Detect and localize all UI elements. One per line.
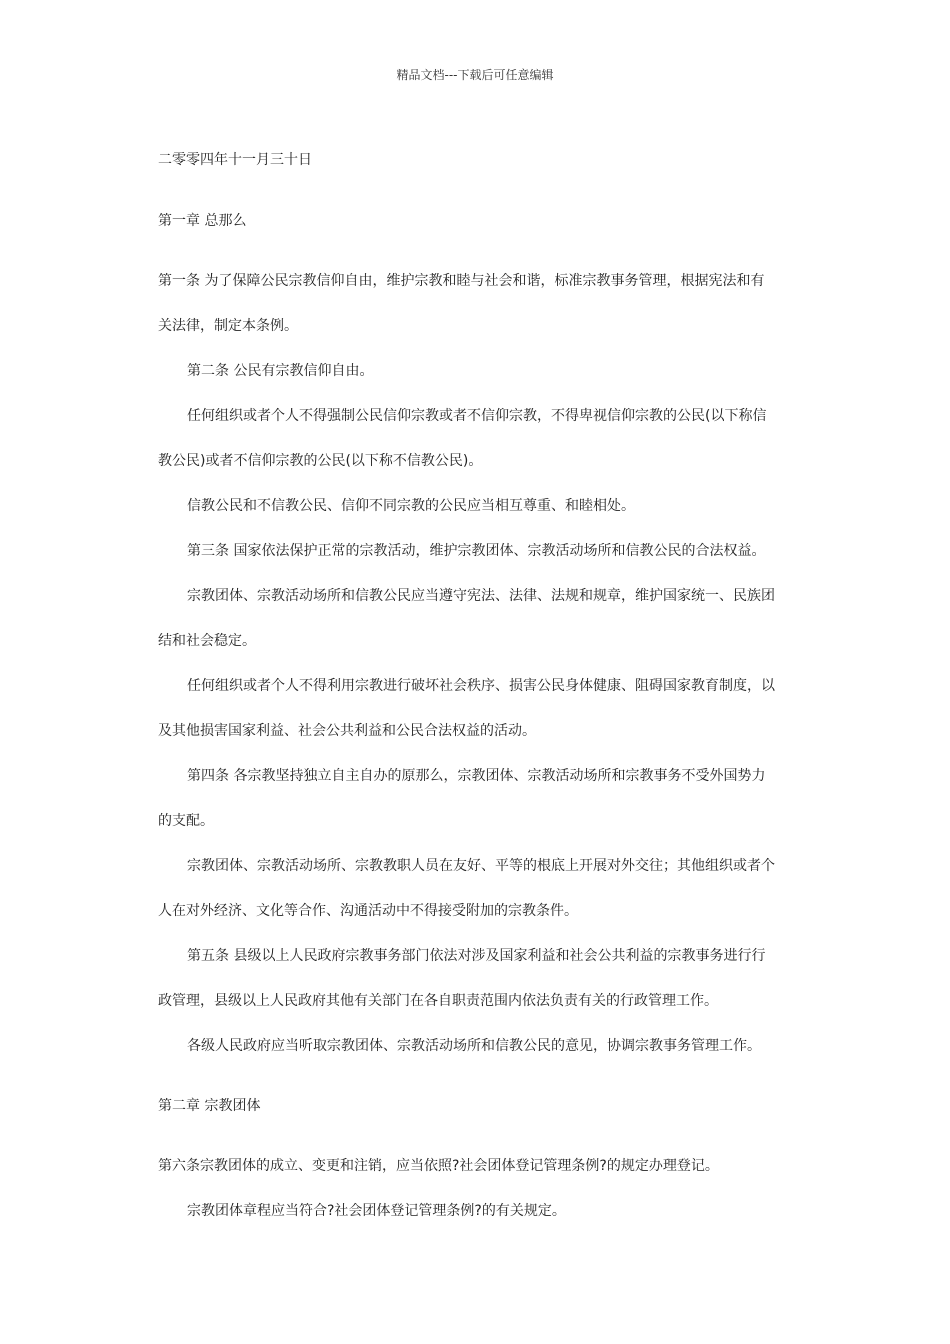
article-line: 第三条 国家依法保护正常的宗教活动，维护宗教团体、宗教活动场所和信教公民的合法权益。 bbox=[187, 543, 766, 559]
article-line: 任何组织或者个人不得强制公民信仰宗教或者不信仰宗教，不得卑视信仰宗教的公民(以下称信 bbox=[187, 408, 767, 424]
date-line: 二零零四年十一月三十日 bbox=[158, 152, 312, 168]
article-line: 宗教团体、宗教活动场所、宗教教职人员在友好、平等的根底上开展对外交往；其他组织或者个 bbox=[187, 858, 775, 874]
chapter-heading: 第一章 总那么 bbox=[158, 213, 247, 229]
article-line: 第一条 为了保障公民宗教信仰自由，维护宗教和睦与社会和谐，标准宗教事务管理，根据宪法和有 bbox=[158, 273, 765, 289]
article-line: 第六条宗教团体的成立、变更和注销，应当依照?社会团体登记管理条例?的规定办理登记。 bbox=[158, 1158, 719, 1174]
article-line: 的支配。 bbox=[158, 813, 214, 829]
article-line: 第二条 公民有宗教信仰自由。 bbox=[187, 363, 374, 379]
article-line: 政管理，县级以上人民政府其他有关部门在各自职责范围内依法负责有关的行政管理工作。 bbox=[158, 993, 718, 1009]
article-line: 第四条 各宗教坚持独立自主自办的原那么，宗教团体、宗教活动场所和宗教事务不受外国势力 bbox=[187, 768, 766, 784]
article-line: 宗教团体、宗教活动场所和信教公民应当遵守宪法、法律、法规和规章，维护国家统一、民族团 bbox=[187, 588, 775, 604]
article-line: 教公民)或者不信仰宗教的公民(以下称不信教公民)。 bbox=[158, 453, 483, 469]
article-line: 宗教团体章程应当符合?社会团体登记管理条例?的有关规定。 bbox=[187, 1203, 566, 1219]
article-line: 任何组织或者个人不得利用宗教进行破坏社会秩序、损害公民身体健康、阻碍国家教育制度，以 bbox=[187, 678, 775, 694]
article-line: 结和社会稳定。 bbox=[158, 633, 256, 649]
article-line: 及其他损害国家利益、社会公共利益和公民合法权益的活动。 bbox=[158, 723, 536, 739]
article-line: 信教公民和不信教公民、信仰不同宗教的公民应当相互尊重、和睦相处。 bbox=[187, 498, 635, 514]
page-header: 精品文档---下载后可任意编辑 bbox=[396, 68, 554, 82]
chapter-heading: 第二章 宗教团体 bbox=[158, 1098, 261, 1114]
article-line: 关法律，制定本条例。 bbox=[158, 318, 298, 334]
article-line: 各级人民政府应当听取宗教团体、宗教活动场所和信教公民的意见，协调宗教事务管理工作。 bbox=[187, 1038, 761, 1054]
article-line: 第五条 县级以上人民政府宗教事务部门依法对涉及国家利益和社会公共利益的宗教事务进行行 bbox=[187, 948, 766, 964]
article-line: 人在对外经济、文化等合作、沟通活动中不得接受附加的宗教条件。 bbox=[158, 903, 578, 919]
